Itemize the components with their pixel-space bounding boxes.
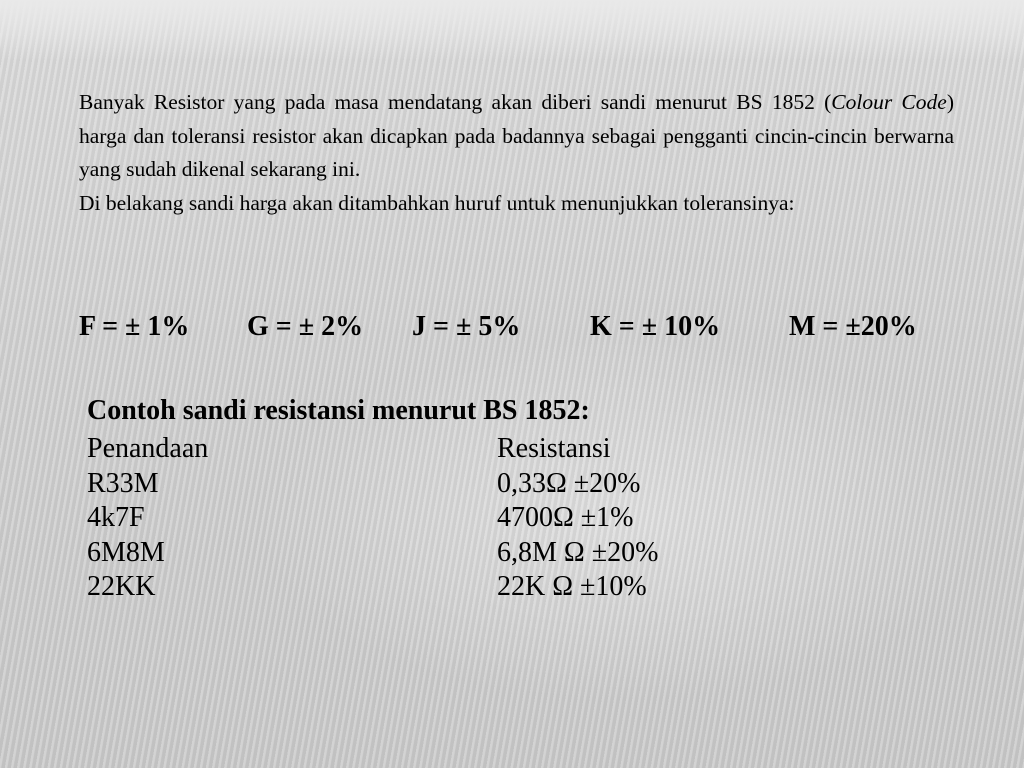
example-marking: 22KK bbox=[87, 571, 156, 602]
example-row bbox=[87, 501, 887, 536]
example-resistance: 0,33Ω ±20% bbox=[497, 467, 641, 499]
example-resistance: 22K Ω ±10% bbox=[497, 571, 647, 602]
example-resistance: 4700Ω ±1% bbox=[497, 502, 634, 533]
intro-p1-italic: Colour Code bbox=[831, 90, 947, 114]
tolerance-code-m: M = ±20% bbox=[789, 311, 917, 342]
tolerance-codes-row bbox=[79, 311, 979, 351]
example-resistance: 6,8M Ω ±20% bbox=[497, 536, 659, 568]
example-marking: 4k7F bbox=[87, 502, 145, 533]
example-marking: R33M bbox=[87, 467, 159, 499]
header-resistance: Resistansi bbox=[497, 433, 611, 464]
background-fade bbox=[0, 0, 1024, 60]
intro-p1-part-a: Banyak Resistor yang pada masa mendatang akan diberi sandi menurut BS 1852 ( bbox=[79, 90, 832, 114]
header-marking: Penandaan bbox=[87, 433, 209, 464]
example-row bbox=[87, 467, 887, 502]
example-header-row bbox=[87, 432, 887, 467]
tolerance-code-g: G = ± 2% bbox=[247, 311, 364, 342]
intro-paragraph-1 bbox=[79, 86, 954, 187]
tolerance-code-k: K = ± 10% bbox=[590, 311, 721, 342]
intro-paragraph-2: Di belakang sandi harga akan ditambahkan huruf untuk menunjukkan toleransinya: bbox=[79, 190, 795, 215]
example-row bbox=[87, 536, 887, 571]
tolerance-code-j: J = ± 5% bbox=[412, 311, 521, 342]
tolerance-code-f: F = ± 1% bbox=[79, 311, 190, 342]
example-section bbox=[87, 394, 887, 605]
intro-p1-part-b: ) harga dan toleransi resistor akan dicapkan pada badannya sebagai pengganti cincin-cincin berwarna yang sudah dikenal sekarang ini. bbox=[79, 90, 954, 181]
intro-text bbox=[79, 86, 954, 220]
example-row bbox=[87, 570, 887, 605]
example-marking: 6M8M bbox=[87, 536, 165, 568]
example-title: Contoh sandi resistansi menurut BS 1852: bbox=[87, 395, 590, 426]
